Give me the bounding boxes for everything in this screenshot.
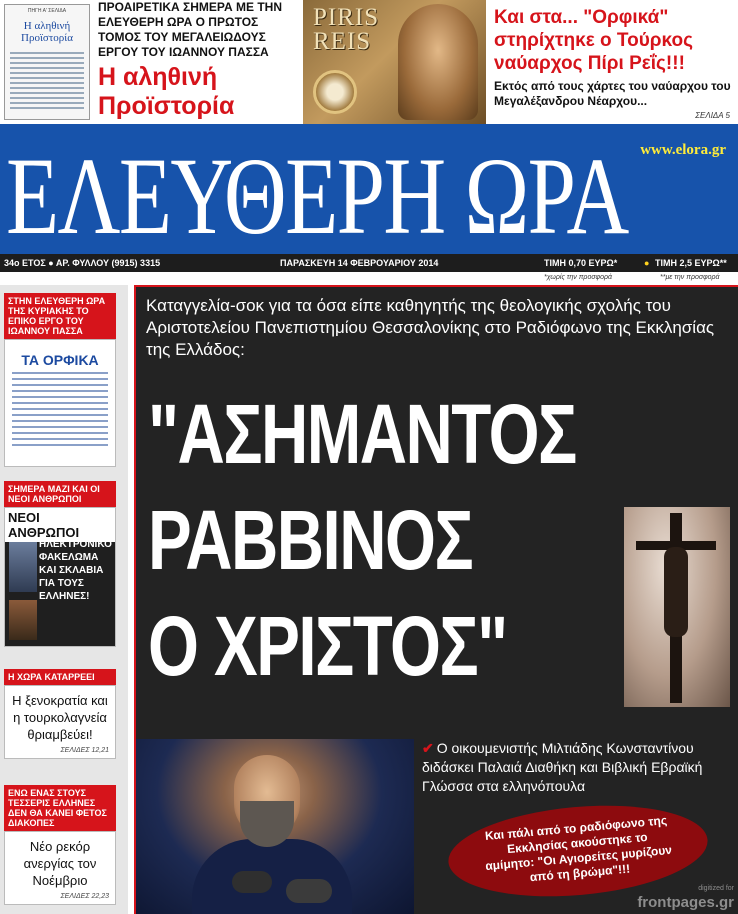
sidebar-neoi-box[interactable] — [4, 481, 116, 647]
portrait-figure — [398, 4, 478, 120]
orfika-cover-thumbnail[interactable] — [4, 339, 116, 467]
sidebar-orfika-head: ΣΤΗΝ ΕΛΕΥΘΕΡΗ ΩΡΑ ΤΗΣ ΚΥΡΙΑΚΗΣ ΤΟ ΕΠΙΚΟ ΕΡΓΟ ΤΟΥ ΙΩΑΝΝΟΥ ΠΑΣΣΑ — [4, 293, 116, 339]
crucified-figure — [664, 547, 688, 637]
masthead — [0, 124, 738, 254]
sidebar-xora-story[interactable] — [4, 685, 116, 759]
sidebar-orfika-box[interactable] — [4, 293, 116, 467]
frontpages-watermark — [637, 882, 734, 910]
orfika-text-lines — [9, 372, 111, 446]
main-headline — [148, 381, 576, 699]
promo-title-line2: Προϊστορία — [98, 92, 235, 120]
sidebar-xora-box[interactable] — [4, 669, 116, 759]
thumb-text-lines — [8, 52, 86, 109]
oval-callout-text: Και πάλι από το ραδιόφωνο της Εκκλησίας ακούστηκε το αμίμητο: "Οι Αγιορείτες μυρίζουν από τη βρώμα"!!! — [484, 813, 673, 885]
price-note-1: *χωρίς την προσφορά — [544, 274, 613, 281]
thumb-title: Η αληθινή Προϊστορία — [21, 20, 73, 44]
dateline-bar — [0, 254, 738, 272]
price-notes — [0, 272, 738, 284]
compass-icon — [313, 70, 357, 114]
sidebar-neoi-head: ΣΗΜΕΡΑ ΜΑΖΙ ΚΑΙ ΟΙ ΝΕΟΙ ΑΝΘΡΩΠΟΙ — [4, 481, 116, 507]
microphone-icon — [286, 879, 332, 903]
promo-kicker: ΠΡΟΑΙΡΕΤΙΚΑ ΣΗΜΕΡΑ ΜΕ ΤΗΝ ΕΛΕΥΘΕΡΗ ΩΡΑ Ο ΠΡΩΤΟΣ ΤΟΜΟΣ ΤΟΥ ΜΕΓΑΛΕΙΩΔΟΥΣ ΕΡΓΟΥ ΤΟΥ ΙΩΑΝΝΟΥ ΠΑΣΣΑ — [98, 0, 282, 59]
thumb-small-caption: ΠΗΓΗ Α' ΣΕΛΙΔΑ — [27, 8, 67, 14]
neoi-anthropoi-thumbnail[interactable] — [4, 507, 116, 647]
anergia-pages: ΣΕΛΙΔΕΣ 22,23 — [60, 893, 109, 900]
reis-line: REIS — [313, 28, 372, 55]
price-with-offer: ΤΙΜΗ 2,5 ΕΥΡΩ** — [655, 258, 727, 268]
main-subheadline-text: Ο οικουμενιστής Μιλτιάδης Κωνσταντίνου διδάσκει Παλαιά Διαθήκη και Βιβλική Εβραϊκή Γλώσσα στα ελληνόπουλα — [422, 740, 703, 794]
professor-photo — [136, 739, 414, 914]
sidebar-anergia-box[interactable] — [4, 785, 116, 905]
proistoria-cover-thumbnail[interactable] — [4, 4, 90, 120]
price-note-2: **με την προσφορά — [660, 274, 720, 281]
bullet-dot: ● — [644, 258, 650, 268]
promo-title-line1: Η αληθινή — [98, 63, 218, 91]
xora-text: Η ξενοκρατία και η τουρκολαγνεία θριαμβεύει! — [12, 693, 108, 742]
issue-number: 34ο ΕΤΟΣ ● ΑΡ. ΦΥΛΛΟΥ (9915) 3315 — [4, 258, 161, 268]
xora-pages: ΣΕΛΙΔΕΣ 12,21 — [60, 747, 109, 754]
sidebar-anergia-head: ΕΝΩ ΕΝΑΣ ΣΤΟΥΣ ΤΕΣΣΕΡΙΣ ΕΛΛΗΝΕΣ ΔΕΝ ΘΑ ΚΑΝΕΙ ΦΕΤΟΣ ΔΙΑΚΟΠΕΣ — [4, 785, 116, 831]
main-story[interactable] — [134, 285, 738, 914]
crucifix-photo — [624, 507, 730, 707]
piri-reis-promo[interactable] — [494, 0, 738, 124]
website-link[interactable]: www.elora.gr — [640, 142, 726, 158]
check-icon: ✔ — [422, 740, 434, 756]
headline-line-2: ΡΑΒΒΙΝΟΣ — [148, 493, 473, 587]
promo-title — [98, 63, 294, 121]
professor-robe — [192, 839, 352, 914]
sidebar-anergia-story[interactable] — [4, 831, 116, 905]
piri-reis-subtitle: Εκτός από τους χάρτες του ναύαρχου του Μεγαλέξανδρου Νέαρχου... — [494, 79, 731, 108]
proistoria-promo[interactable] — [98, 0, 294, 124]
left-sidebar — [0, 285, 128, 914]
orfika-title: ΤΑ ΟΡΦΙΚΑ — [21, 352, 99, 368]
price-without-offer: ΤΙΜΗ 0,70 ΕΥΡΩ* — [544, 258, 618, 268]
piris-line: PIRIS — [313, 4, 380, 31]
neoi-photo-top — [9, 542, 37, 592]
page-reference: ΣΕΛΙΔΑ 5 — [695, 111, 730, 120]
top-banner — [0, 0, 738, 124]
neoi-anthropoi-logo: ΝΕΟΙ ΑΝΘΡΩΠΟΙ — [5, 508, 115, 542]
microphone-icon — [232, 871, 272, 893]
neoi-headline: ΗΛΕΚΤΡΟΝΙΚΟ ΦΑΚΕΛΩΜΑ ΚΑΙ ΣΚΛΑΒΙΑ ΓΙΑ ΤΟΥΣ ΕΛΛΗΝΕΣ! — [39, 539, 112, 602]
anergia-text: Νέο ρεκόρ ανεργίας τον Νοέμβριο — [23, 839, 97, 888]
sidebar-xora-head: Η ΧΩΡΑ ΚΑΤΑΡΡΕΕΙ — [4, 669, 116, 685]
piris-reis-image-text — [313, 6, 379, 54]
publication-date: ΠΑΡΑΣΚΕΥΗ 14 ΦΕΒΡΟΥΑΡΙΟΥ 2014 — [280, 258, 439, 268]
piri-reis-image[interactable] — [303, 0, 486, 124]
headline-line-3: Ο ΧΡΙΣΤΟΣ" — [148, 599, 507, 693]
main-kicker: Καταγγελία-σοκ για τα όσα είπε καθηγητής της θεολογικής σχολής του Αριστοτελείου Πανεπιστημίου Θεσσαλονίκης στο Ραδιόφωνο της Εκκλησίας της Ελλάδος: — [146, 296, 715, 359]
main-subheadline — [422, 739, 732, 796]
watermark-text: frontpages.gr — [637, 894, 734, 911]
newspaper-logo[interactable]: ΕΛΕΥΘΕΡΗ ΩΡΑ — [6, 135, 628, 254]
watermark-small: digitized for — [698, 885, 734, 892]
neoi-photo-bottom — [9, 600, 37, 640]
piri-reis-title: Και στα... "Ορφικά" στηρίχτηκε ο Τούρκος ναύαρχος Πίρι Ρεΐς!!! — [494, 7, 693, 74]
headline-line-1: "ΑΣΗΜΑΝΤΟΣ — [148, 387, 576, 481]
